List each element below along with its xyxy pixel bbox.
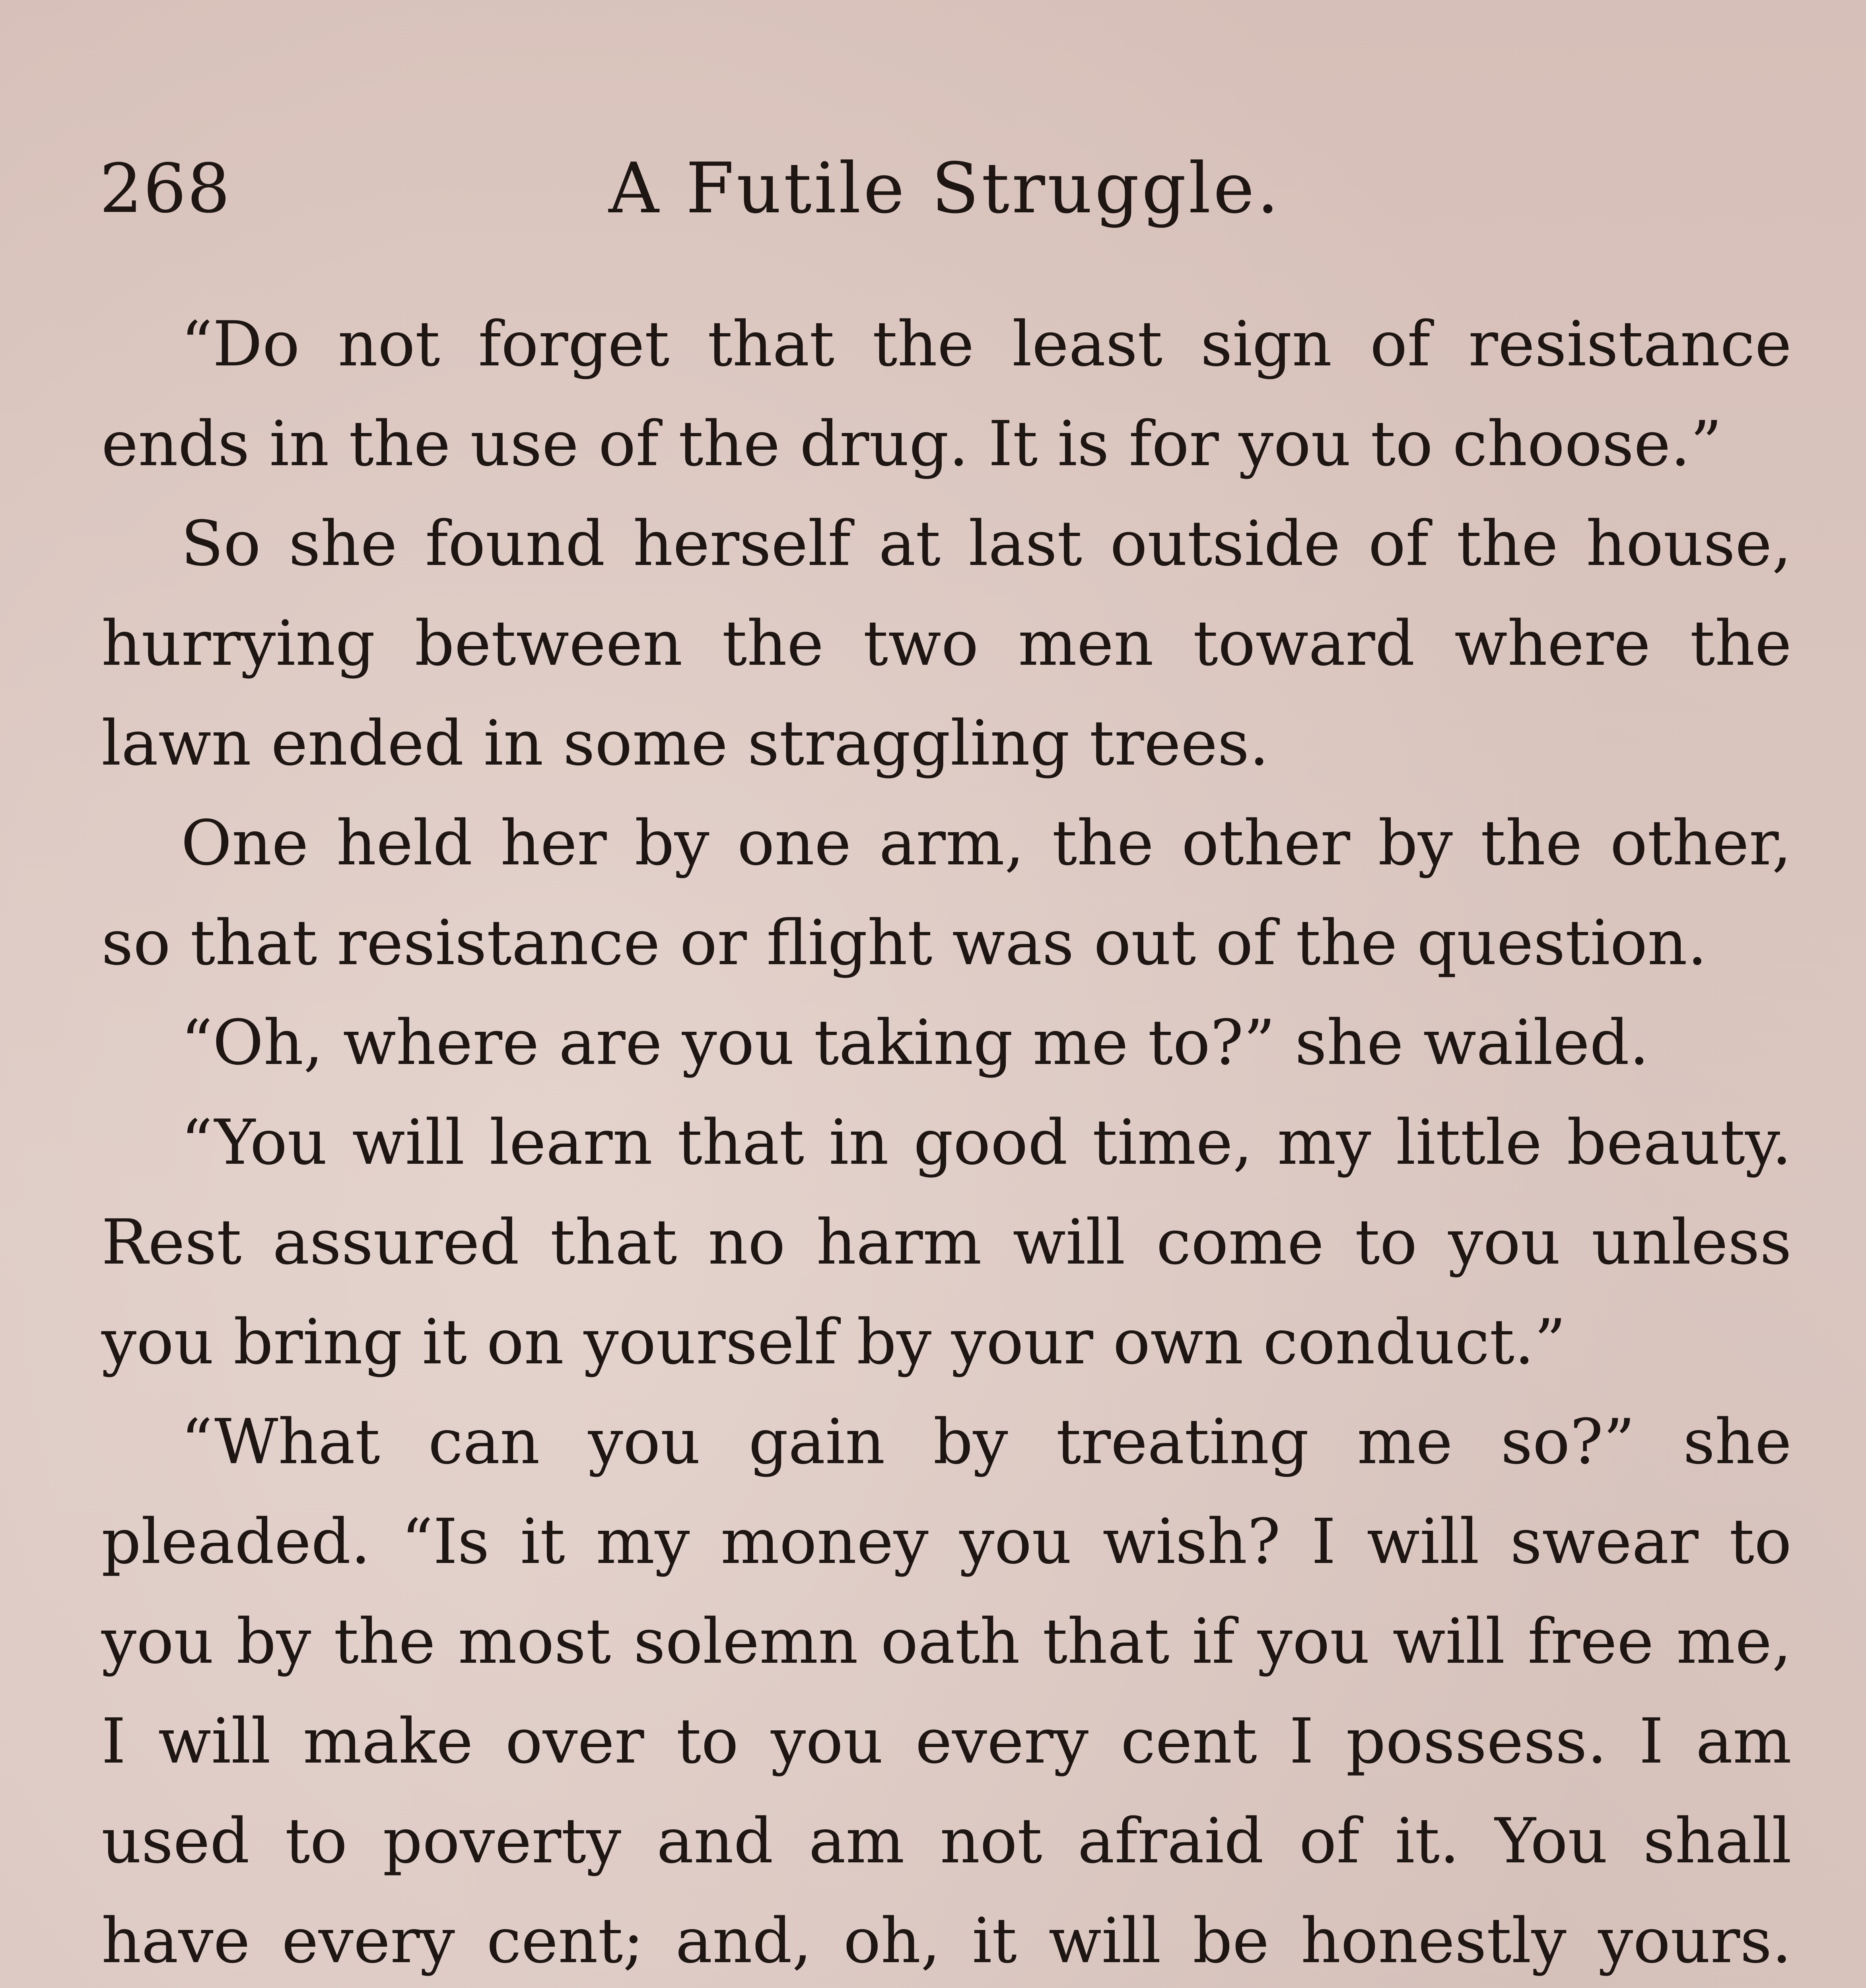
- paragraph: “Do not forget that the least sign of resistance ends in the use of the drug. It is for you to choose.”: [101, 308, 1792, 480]
- paragraph: “What can you gain by treating me so?” she pleaded. “Is it my money you wish? I will swear to you by the most solemn oath that if you will free me, I will make over to you every cent I possess. I am used to poverty and am not afraid of it. You shall have every cent; and, oh, it will be honestly yours.: [101, 1406, 1792, 1977]
- body-text: [101, 294, 1792, 1988]
- page-number: 268: [99, 149, 231, 228]
- paragraph: So she found herself at last outside of the house, hurrying between the two men toward where the lawn ended in some straggling trees.: [101, 507, 1792, 779]
- paragraph: “You will learn that in good time, my little beauty. Rest assured that no harm will come to you unless you bring it on yourself by your own conduct.”: [101, 1106, 1792, 1378]
- running-head: A Futile Struggle.: [608, 148, 1281, 229]
- page-header: [99, 143, 1790, 235]
- paragraph: “Oh, where are you taking me to?” she wailed.: [181, 1006, 1649, 1079]
- paragraph: One held her by one arm, the other by the other, so that resistance or flight was out of the question.: [101, 807, 1792, 979]
